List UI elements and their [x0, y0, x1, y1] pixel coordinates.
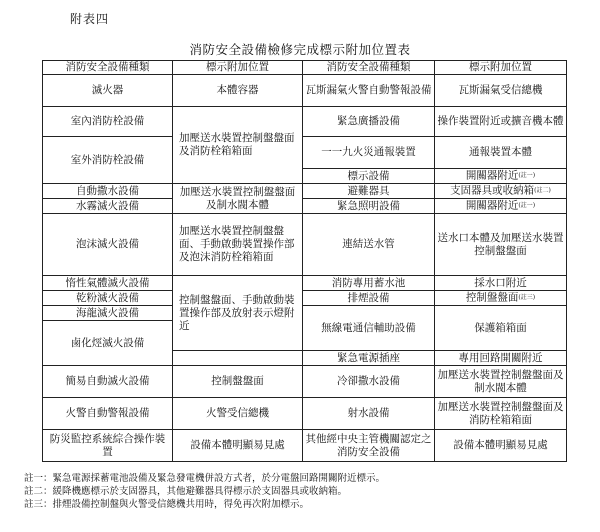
type-cell: 室內消防栓設備 [43, 107, 173, 137]
type-cell: 鹵化烴滅火設備 [43, 321, 173, 366]
table-row [43, 430, 567, 462]
type-cell: 海龍滅火設備 [43, 306, 173, 321]
location-cell: 加壓送水裝置控制盤盤面、手動啟動裝置操作部及泡沫消防栓箱箱面 [173, 214, 303, 276]
header-cell: 標示附加位置 [435, 61, 567, 75]
type-cell: 連結送水管 [303, 214, 435, 276]
type-cell: 防災監控系統綜合操作裝置 [43, 430, 173, 462]
location-cell: 通報裝置本體 [435, 137, 567, 169]
table-row [43, 137, 567, 169]
type-cell: 惰性氣體滅火設備 [43, 276, 173, 291]
table-row [43, 75, 567, 107]
location-cell: 保護箱箱面 [435, 306, 567, 351]
location-text: 支固器具或收納箱 [450, 184, 535, 197]
location-cell [435, 291, 567, 306]
location-text: 開關器附近 [465, 199, 519, 212]
location-cell: 控制盤盤面 [173, 366, 303, 398]
table-title: 消防安全設備檢修完成標示附加位置表 [189, 42, 411, 57]
type-cell: 冷卻撒水設備 [303, 366, 435, 398]
type-cell: 射水設備 [303, 398, 435, 430]
location-cell: 加壓送水裝置控制盤盤面及制水閥本體 [173, 184, 303, 214]
location-cell [173, 351, 303, 366]
table-row [43, 366, 567, 398]
footnotes [24, 472, 385, 511]
location-cell: 加壓送水裝置控制盤盤面及消防栓箱箱面 [173, 107, 303, 184]
table-row [43, 306, 567, 321]
location-cell [435, 169, 567, 184]
footnote: 註一：緊急電源採蓄電池設備及緊急發電機併設方式者，於分電盤回路開關附近標示。 [24, 473, 386, 484]
table-row [43, 214, 567, 276]
location-cell: 專用回路開關附近 [435, 351, 567, 366]
type-cell: 滅火器 [43, 75, 173, 107]
type-cell: 水霧滅火設備 [43, 199, 173, 214]
table-row [43, 199, 567, 214]
type-cell: 瓦斯漏氣火警自動警報設備 [303, 75, 435, 107]
type-cell: 乾粉滅火設備 [43, 291, 173, 306]
location-cell: 控制盤盤面、手動啟動裝置操作部及放射表示燈附近 [173, 276, 303, 351]
note-marker: (註一) [518, 202, 536, 210]
table-row [43, 184, 567, 199]
location-cell: 瓦斯漏氣受信總機 [435, 75, 567, 107]
location-text: 控制盤盤面 [465, 291, 519, 304]
location-cell: 操作裝置附近或擴音機本體 [435, 107, 567, 137]
type-cell: 自動撒水設備 [43, 184, 173, 199]
table-row [43, 398, 567, 430]
type-cell: 避難器具 [303, 184, 435, 199]
type-cell: 緊急照明設備 [303, 199, 435, 214]
header-cell: 標示附加位置 [173, 61, 303, 75]
location-cell: 火警受信總機 [173, 398, 303, 430]
type-cell: 火警自動警報設備 [43, 398, 173, 430]
location-text: 開關器附近 [465, 169, 519, 182]
table-row [43, 107, 567, 137]
type-cell: 消防專用蓄水池 [303, 276, 435, 291]
location-cell: 設備本體明顯易見處 [173, 430, 303, 462]
note-marker: (註一) [518, 172, 536, 180]
type-cell: 一一九火災通報裝置 [303, 137, 435, 169]
type-cell: 標示設備 [303, 169, 435, 184]
location-cell: 本體容器 [173, 75, 303, 107]
location-cell [435, 199, 567, 214]
footnote: 註二：緩降機應標示於支固器具，其他避難器具得標示於支固器具或收納箱。 [24, 486, 348, 497]
type-cell: 簡易自動滅火設備 [43, 366, 173, 398]
type-cell: 其他經中央主管機關認定之消防安全設備 [303, 430, 435, 462]
location-cell: 加壓送水裝置控制盤盤面及制水閥本體 [435, 366, 567, 398]
type-cell: 無線電通信輔助設備 [303, 306, 435, 351]
table-row [43, 276, 567, 291]
header-cell: 消防安全設備種類 [43, 61, 173, 75]
table-row [43, 291, 567, 306]
type-cell: 緊急電源插座 [303, 351, 435, 366]
type-cell: 排煙設備 [303, 291, 435, 306]
location-cell: 採水口附近 [435, 276, 567, 291]
type-cell: 緊急廣播設備 [303, 107, 435, 137]
table-header-row [43, 61, 567, 75]
header-cell: 消防安全設備種類 [303, 61, 435, 75]
location-cell [435, 184, 567, 199]
location-cell: 送水口本體及加壓送水裝置控制盤盤面 [435, 214, 567, 276]
appendix-label: 附表四 [70, 12, 110, 26]
marking-location-table [42, 60, 567, 462]
location-cell: 設備本體明顯易見處 [435, 430, 567, 462]
note-marker: (註二) [534, 187, 551, 195]
note-marker: (註三) [518, 294, 536, 302]
footnote: 註三：排煙設備控制盤與火警受信總機共用時，得免再次附加標示。 [24, 499, 310, 510]
type-cell: 室外消防栓設備 [43, 137, 173, 184]
type-cell: 泡沫滅火設備 [43, 214, 173, 276]
location-cell: 加壓送水裝置控制盤盤面及消防栓箱箱面 [435, 398, 567, 430]
